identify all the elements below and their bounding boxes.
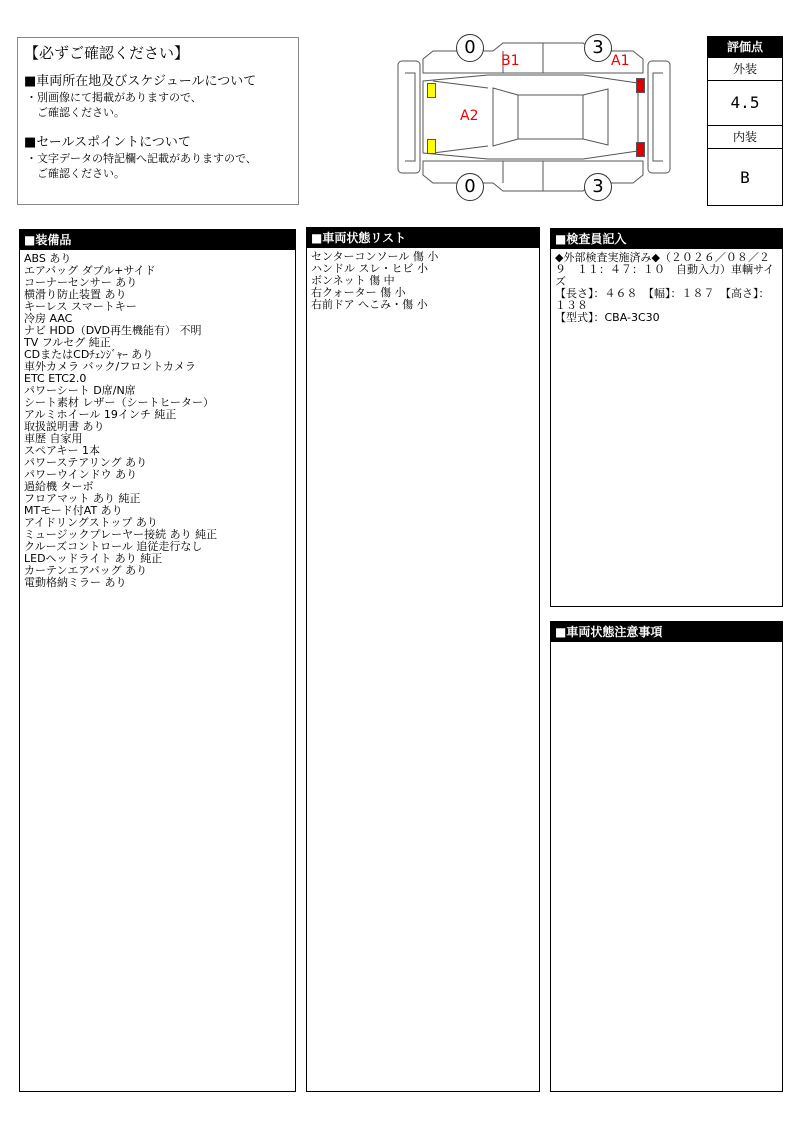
- headlight-left-marker: [427, 83, 436, 98]
- notice-section1-line: ご確認ください。: [26, 106, 125, 119]
- condition-list: [307, 248, 539, 314]
- condition-notes-header: ■車両状態注意事項: [551, 622, 782, 642]
- list-item: 車歴 自家用: [24, 432, 83, 445]
- headlight-right-marker: [427, 139, 436, 154]
- list-item: エアバッグ ダブル+サイド: [24, 264, 156, 277]
- inspector-notes: [551, 249, 782, 327]
- list-item: TV フルセグ 純正: [24, 336, 111, 349]
- condition-notes-panel: [550, 621, 783, 1092]
- list-item: カーテンエアバッグ あり: [24, 564, 148, 577]
- evaluation-score-box: [707, 36, 783, 206]
- score-header: 評価点: [708, 37, 782, 58]
- list-item: 横滑り防止装置 あり: [24, 288, 127, 301]
- inspector-line: 【長さ】：４６８ 【幅】：１８７ 【高さ】：１３８: [555, 287, 770, 312]
- list-item: 冷房 AAC: [24, 312, 73, 325]
- taillight-right-marker: [636, 142, 645, 157]
- condition-notes-body: [551, 642, 782, 648]
- tire-front-right: 0: [456, 173, 484, 201]
- interior-label: 内装: [708, 126, 782, 149]
- inspector-line: 【型式】：CBA-3C30: [555, 311, 660, 324]
- damage-tag-b1: B1: [501, 53, 520, 69]
- list-item: ETC ETC2.0: [24, 372, 87, 385]
- damage-tag-a1: A1: [611, 53, 630, 69]
- list-item: シート素材 レザー（シートヒーター）: [24, 396, 215, 409]
- inspector-panel: [550, 228, 783, 607]
- list-item: センターコンソール 傷 小: [311, 250, 439, 263]
- exterior-score: 4.5: [708, 81, 782, 126]
- list-item: MTモード付AT あり: [24, 504, 123, 517]
- list-item: ナビ HDD（DVD再生機能有） 不明: [24, 324, 202, 337]
- list-item: パワーステアリング あり: [24, 456, 148, 469]
- taillight-left-marker: [636, 78, 645, 93]
- list-item: LEDヘッドライト あり 純正: [24, 552, 163, 565]
- list-item: キーレス スマートキー: [24, 300, 137, 313]
- notice-title: 【必ずご確認ください】: [24, 44, 190, 62]
- notice-section1-line: ・別画像にて掲載がありますので、: [26, 91, 202, 104]
- list-item: ハンドル スレ・ヒビ 小: [311, 262, 428, 275]
- list-item: 車外カメラ バック/フロントカメラ: [24, 360, 196, 373]
- list-item: コーナーセンサー あり: [24, 276, 138, 289]
- list-item: CDまたはCDﾁｪﾝｼﾞｬｰ あり: [24, 348, 154, 361]
- equipment-panel: [19, 229, 296, 1092]
- condition-header: ■車両状態リスト: [307, 228, 539, 248]
- list-item: ミュージックプレーヤー接続 あり 純正: [24, 528, 218, 541]
- list-item: フロアマット あり 純正: [24, 492, 141, 505]
- list-item: アルミホイール 19インチ 純正: [24, 408, 177, 421]
- notice-section2-line: ・文字データの特記欄へ記載がありますので、: [26, 152, 257, 165]
- list-item: 右前ドア へこみ・傷 小: [311, 298, 428, 311]
- list-item: ボンネット 傷 中: [311, 274, 395, 287]
- list-item: ABS あり: [24, 252, 72, 265]
- notice-box: [17, 37, 299, 205]
- list-item: 取扱説明書 あり: [24, 420, 105, 433]
- notice-section2-line: ご確認ください。: [26, 167, 125, 180]
- list-item: アイドリングストップ あり: [24, 516, 158, 529]
- condition-panel: [306, 227, 540, 1092]
- inspector-header: ■検査員記入: [551, 229, 782, 249]
- damage-tag-a2: A2: [460, 108, 479, 124]
- list-item: スペアキー 1本: [24, 444, 101, 457]
- vehicle-damage-diagram: [393, 33, 673, 201]
- list-item: パワーシート D席/N席: [24, 384, 136, 397]
- tire-rear-left: 3: [584, 34, 612, 62]
- car-outline-svg: [393, 33, 673, 201]
- list-item: 右クォーター 傷 小: [311, 286, 406, 299]
- interior-score: B: [740, 168, 750, 187]
- list-item: クルーズコントロール 追従走行なし: [24, 540, 203, 553]
- list-item: 電動格納ミラー あり: [24, 576, 127, 589]
- equipment-header: ■装備品: [20, 230, 295, 250]
- list-item: 過給機 ターボ: [24, 480, 94, 493]
- list-item: パワーウインドウ あり: [24, 468, 138, 481]
- exterior-label: 外装: [708, 58, 782, 81]
- tire-rear-right: 3: [584, 173, 612, 201]
- notice-section2-heading: ■セールスポイントについて: [24, 135, 191, 150]
- tire-front-left: 0: [456, 34, 484, 62]
- equipment-list: [20, 250, 295, 592]
- notice-section1-heading: ■車両所在地及びスケジュールについて: [24, 74, 257, 89]
- inspector-line: ◆外部検査実施済み◆（２０２６／０８／２９ １１：４７：１０ 自動入力）車輌サイズ: [555, 251, 775, 288]
